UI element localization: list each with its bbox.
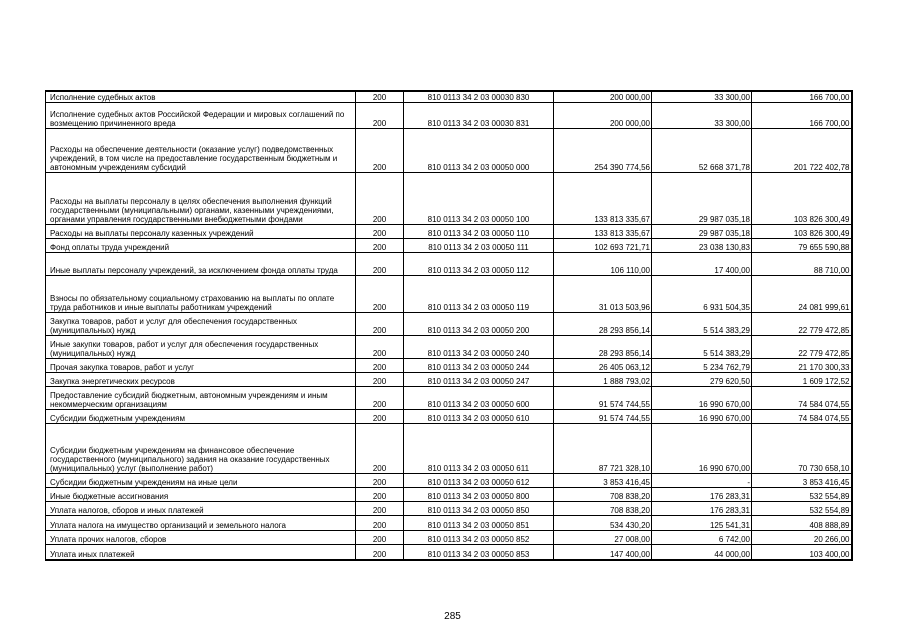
row-amount-1: 28 293 856,14	[554, 312, 652, 335]
row-amount-1: 133 813 335,67	[554, 224, 652, 238]
row-amount-1: 91 574 744,55	[554, 386, 652, 409]
budget-table	[45, 90, 853, 561]
row-status: 200	[356, 386, 404, 409]
row-amount-1: 106 110,00	[554, 252, 652, 275]
row-amount-2: 33 300,00	[652, 91, 752, 102]
row-amount-2: 33 300,00	[652, 102, 752, 128]
row-amount-2: 29 987 035,18	[652, 172, 752, 224]
row-amount-3: 3 853 416,45	[752, 473, 852, 487]
row-name: Иные закупки товаров, работ и услуг для обеспечения государственных (муниципальных) нужд	[46, 335, 356, 358]
row-name: Уплата прочих налогов, сборов	[46, 530, 356, 544]
row-amount-2: 176 283,31	[652, 487, 752, 501]
row-amount-3: 20 266,00	[752, 530, 852, 544]
row-amount-1: 28 293 856,14	[554, 335, 652, 358]
row-status: 200	[356, 487, 404, 501]
row-name: Фонд оплаты труда учреждений	[46, 238, 356, 252]
row-name: Субсидии бюджетным учреждениям на иные цели	[46, 473, 356, 487]
row-amount-3: 24 081 999,61	[752, 275, 852, 312]
row-status: 200	[356, 128, 404, 172]
row-code: 810 0113 34 2 03 00050 610	[404, 409, 554, 423]
row-name: Предоставление субсидий бюджетным, автономным учреждениям и иным некоммерческим организациям	[46, 386, 356, 409]
row-code: 810 0113 34 2 03 00050 850	[404, 501, 554, 515]
row-status: 200	[356, 102, 404, 128]
row-amount-1: 27 008,00	[554, 530, 652, 544]
row-name: Закупка товаров, работ и услуг для обеспечения государственных (муниципальных) нужд	[46, 312, 356, 335]
row-code: 810 0113 34 2 03 00050 119	[404, 275, 554, 312]
row-name: Прочая закупка товаров, работ и услуг	[46, 358, 356, 372]
row-amount-1: 87 721 328,10	[554, 423, 652, 473]
row-name: Иные бюджетные ассигнования	[46, 487, 356, 501]
row-code: 810 0113 34 2 03 00050 851	[404, 515, 554, 530]
row-code: 810 0113 34 2 03 00050 600	[404, 386, 554, 409]
row-amount-2: 6 742,00	[652, 530, 752, 544]
table-row	[46, 501, 852, 515]
row-code: 810 0113 34 2 03 00050 853	[404, 544, 554, 560]
row-amount-1: 1 888 793,02	[554, 372, 652, 386]
row-amount-2: 176 283,31	[652, 501, 752, 515]
row-amount-2: 5 514 383,29	[652, 335, 752, 358]
row-amount-3: 166 700,00	[752, 91, 852, 102]
row-code: 810 0113 34 2 03 00050 100	[404, 172, 554, 224]
row-amount-1: 708 838,20	[554, 501, 652, 515]
row-code: 810 0113 34 2 03 00050 110	[404, 224, 554, 238]
row-amount-1: 147 400,00	[554, 544, 652, 560]
row-amount-2: 5 514 383,29	[652, 312, 752, 335]
row-amount-2: 6 931 504,35	[652, 275, 752, 312]
table-row	[46, 530, 852, 544]
row-code: 810 0113 34 2 03 00030 831	[404, 102, 554, 128]
table-body	[46, 91, 852, 560]
row-amount-3: 408 888,89	[752, 515, 852, 530]
table-row	[46, 335, 852, 358]
row-amount-3: 103 400,00	[752, 544, 852, 560]
row-amount-2: 23 038 130,83	[652, 238, 752, 252]
table-row	[46, 172, 852, 224]
table-row	[46, 487, 852, 501]
row-code: 810 0113 34 2 03 00050 800	[404, 487, 554, 501]
table-row	[46, 423, 852, 473]
row-name: Субсидии бюджетным учреждениям	[46, 409, 356, 423]
row-status: 200	[356, 423, 404, 473]
row-amount-3: 532 554,89	[752, 487, 852, 501]
row-amount-1: 3 853 416,45	[554, 473, 652, 487]
row-amount-2: 44 000,00	[652, 544, 752, 560]
row-amount-2: 279 620,50	[652, 372, 752, 386]
row-amount-1: 91 574 744,55	[554, 409, 652, 423]
row-status: 200	[356, 473, 404, 487]
row-amount-3: 70 730 658,10	[752, 423, 852, 473]
row-amount-3: 88 710,00	[752, 252, 852, 275]
row-amount-1: 133 813 335,67	[554, 172, 652, 224]
row-amount-3: 22 779 472,85	[752, 312, 852, 335]
row-code: 810 0113 34 2 03 00050 612	[404, 473, 554, 487]
row-status: 200	[356, 501, 404, 515]
table-row	[46, 409, 852, 423]
table-row	[46, 358, 852, 372]
table-row	[46, 473, 852, 487]
row-code: 810 0113 34 2 03 00050 611	[404, 423, 554, 473]
row-code: 810 0113 34 2 03 00050 240	[404, 335, 554, 358]
table-row	[46, 275, 852, 312]
row-name: Исполнение судебных актов Российской Федерации и мировых соглашений по возмещению причиненного вреда	[46, 102, 356, 128]
row-amount-1: 200 000,00	[554, 102, 652, 128]
row-amount-3: 166 700,00	[752, 102, 852, 128]
row-amount-3: 21 170 300,33	[752, 358, 852, 372]
row-amount-2: 16 990 670,00	[652, 423, 752, 473]
row-status: 200	[356, 358, 404, 372]
row-status: 200	[356, 409, 404, 423]
row-code: 810 0113 34 2 03 00050 000	[404, 128, 554, 172]
row-amount-2: -	[652, 473, 752, 487]
row-amount-1: 254 390 774,56	[554, 128, 652, 172]
row-amount-1: 26 405 063,12	[554, 358, 652, 372]
table-row	[46, 544, 852, 560]
row-amount-2: 29 987 035,18	[652, 224, 752, 238]
row-amount-3: 22 779 472,85	[752, 335, 852, 358]
row-code: 810 0113 34 2 03 00030 830	[404, 91, 554, 102]
row-status: 200	[356, 335, 404, 358]
row-amount-2: 5 234 762,79	[652, 358, 752, 372]
row-status: 200	[356, 91, 404, 102]
row-amount-1: 200 000,00	[554, 91, 652, 102]
row-code: 810 0113 34 2 03 00050 244	[404, 358, 554, 372]
table-row	[46, 372, 852, 386]
row-status: 200	[356, 515, 404, 530]
row-status: 200	[356, 224, 404, 238]
row-name: Расходы на выплаты персоналу казенных учреждений	[46, 224, 356, 238]
row-name: Закупка энергетических ресурсов	[46, 372, 356, 386]
table-row	[46, 224, 852, 238]
row-code: 810 0113 34 2 03 00050 200	[404, 312, 554, 335]
row-amount-3: 1 609 172,52	[752, 372, 852, 386]
row-amount-2: 52 668 371,78	[652, 128, 752, 172]
row-amount-1: 708 838,20	[554, 487, 652, 501]
row-code: 810 0113 34 2 03 00050 112	[404, 252, 554, 275]
row-status: 200	[356, 252, 404, 275]
row-status: 200	[356, 312, 404, 335]
row-amount-3: 103 826 300,49	[752, 172, 852, 224]
row-name: Иные выплаты персоналу учреждений, за исключением фонда оплаты труда	[46, 252, 356, 275]
row-name: Исполнение судебных актов	[46, 91, 356, 102]
row-status: 200	[356, 372, 404, 386]
row-amount-3: 103 826 300,49	[752, 224, 852, 238]
row-status: 200	[356, 530, 404, 544]
row-amount-1: 534 430,20	[554, 515, 652, 530]
page-number: 285	[444, 611, 461, 622]
row-amount-2: 16 990 670,00	[652, 409, 752, 423]
row-status: 200	[356, 172, 404, 224]
row-amount-2: 16 990 670,00	[652, 386, 752, 409]
row-code: 810 0113 34 2 03 00050 852	[404, 530, 554, 544]
row-status: 200	[356, 544, 404, 560]
row-name: Уплата иных платежей	[46, 544, 356, 560]
table-row	[46, 252, 852, 275]
table-row	[46, 386, 852, 409]
row-name: Расходы на обеспечение деятельности (оказание услуг) подведомственных учреждений, в том числе на предоставление государственным бюджетным и автономным учреждениям субсидий	[46, 128, 356, 172]
row-name: Уплата налогов, сборов и иных платежей	[46, 501, 356, 515]
row-amount-3: 532 554,89	[752, 501, 852, 515]
row-amount-2: 125 541,31	[652, 515, 752, 530]
row-status: 200	[356, 238, 404, 252]
table-row	[46, 312, 852, 335]
table-row	[46, 515, 852, 530]
row-amount-1: 31 013 503,96	[554, 275, 652, 312]
table-row	[46, 128, 852, 172]
row-status: 200	[356, 275, 404, 312]
row-code: 810 0113 34 2 03 00050 111	[404, 238, 554, 252]
row-code: 810 0113 34 2 03 00050 247	[404, 372, 554, 386]
row-amount-2: 17 400,00	[652, 252, 752, 275]
row-amount-3: 201 722 402,78	[752, 128, 852, 172]
row-name: Уплата налога на имущество организаций и земельного налога	[46, 515, 356, 530]
row-amount-3: 74 584 074,55	[752, 386, 852, 409]
row-amount-1: 102 693 721,71	[554, 238, 652, 252]
row-name: Субсидии бюджетным учреждениям на финансовое обеспечение государственного (муниципального) задания на оказание государственных (муниципальных) услуг (выполнение работ)	[46, 423, 356, 473]
row-amount-3: 74 584 074,55	[752, 409, 852, 423]
table-row	[46, 102, 852, 128]
row-name: Расходы на выплаты персоналу в целях обеспечения выполнения функций государственными (муниципальными) органами, казенными учреждениями, органами управления государственными внебюджетными фондами	[46, 172, 356, 224]
table-row	[46, 238, 852, 252]
row-name: Взносы по обязательному социальному страхованию на выплаты по оплате труда работников и иные выплаты работникам учреждений	[46, 275, 356, 312]
row-amount-3: 79 655 590,88	[752, 238, 852, 252]
table-row	[46, 91, 852, 102]
